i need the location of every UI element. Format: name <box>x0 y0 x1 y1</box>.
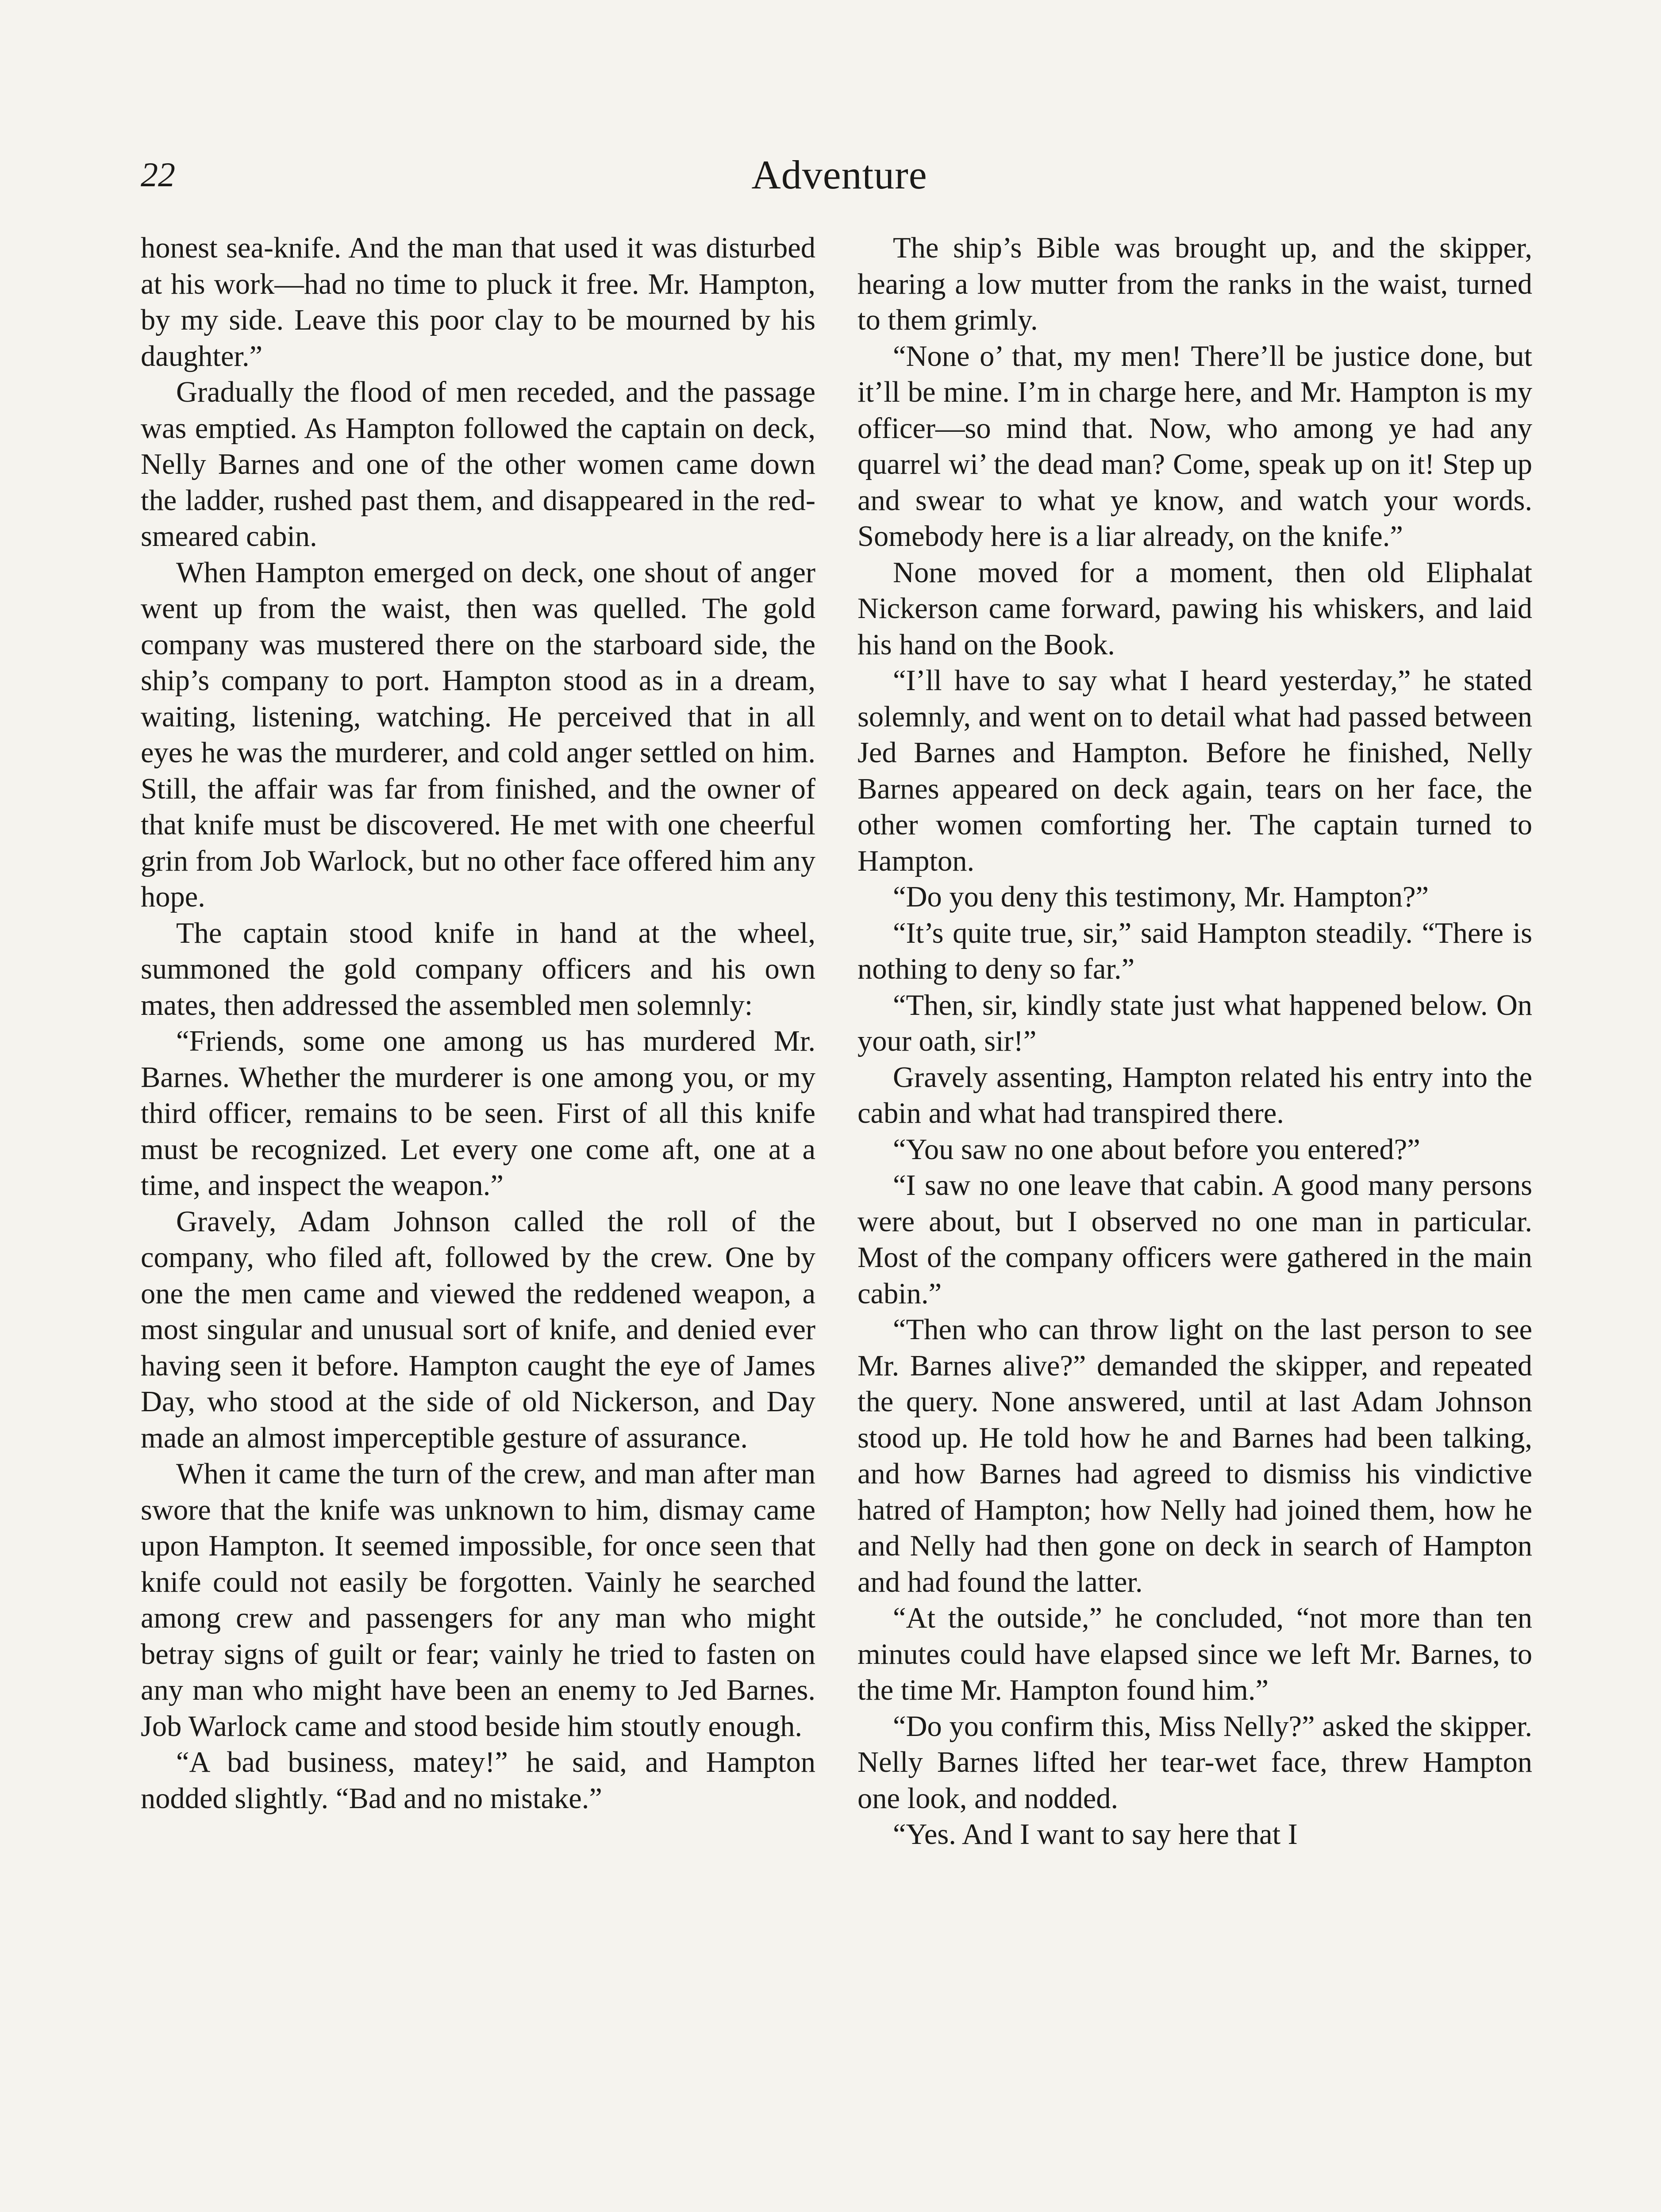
paragraph: “A bad business, matey!” he said, and Hampton nodded slightly. “Bad and no mistake.” <box>141 1746 815 1815</box>
paragraph: Gravely assenting, Hampton related his entry into the cabin and what had transpired there. <box>857 1061 1532 1129</box>
paragraph: “Friends, some one among us has murdered Mr. Barnes. Whether the murderer is one among you, or my third officer, remains to be seen. First of all this knife must be recognized. Let every one come aft, one at a time, and inspect the weapon.” <box>141 1025 815 1202</box>
paragraph: “Then, sir, kindly state just what happened below. On your oath, sir!” <box>857 989 1532 1057</box>
paragraph: None moved for a moment, then old Eliphalat Nickerson came forward, pawing his whiskers, and laid his hand on the Book. <box>857 556 1532 661</box>
paragraph: “At the outside,” he concluded, “not more than ten minutes could have elapsed since we left Mr. Barnes, to the time Mr. Hampton found him.” <box>857 1602 1532 1706</box>
paragraph: “Do you deny this testimony, Mr. Hampton?” <box>893 881 1429 913</box>
paragraph: The ship’s Bible was brought up, and the skipper, hearing a low mutter from the ranks in the waist, turned to them grimly. <box>857 232 1532 336</box>
paragraph: honest sea-knife. And the man that used it was disturbed at his work—had no time to pluck it free. Mr. Hampton, by my side. Leave this poor clay to be mourned by his daughter.” <box>141 232 815 373</box>
right-column <box>857 230 1532 1853</box>
paragraph: Gradually the flood of men receded, and the passage was emptied. As Hampton followed the captain on deck, Nelly Barnes and one of the other women came down the ladder, rushed past them, and disappeared in the red-smeared cabin. <box>141 376 815 553</box>
paragraph: “None o’ that, my men! There’ll be justice done, but it’ll be mine. I’m in charge here, and Mr. Hampton is my officer—so mind that. Now, who among ye had any quarrel wi’ the dead man? Come, speak up on it! Step up and swear to what ye know, and watch your words. Somebody here is a liar already, on the knife.” <box>857 340 1532 553</box>
running-title: Adventure <box>751 152 927 197</box>
paragraph: “Do you confirm this, Miss Nelly?” asked the skipper. Nelly Barnes lifted her tear-wet face, threw Hampton one look, and nodded. <box>857 1710 1532 1815</box>
paragraph: The captain stood knife in hand at the wheel, summoned the gold company officers and his own mates, then addressed the assembled men solemnly: <box>141 917 815 1022</box>
page-header <box>141 146 1538 212</box>
paragraph: When Hampton emerged on deck, one shout of anger went up from the waist, then was quelled. The gold company was mustered there on the starboard side, the ship’s company to port. Hampton stood as in a dream, waiting, listening, watching. He perceived that in all eyes he was the murderer, and cold anger settled on him. Still, the affair was far from finished, and the owner of that knife must be discovered. He met with one cheerful grin from Job Warlock, but no other face offered him any hope. <box>141 556 815 913</box>
paragraph: “I’ll have to say what I heard yesterday,” he stated solemnly, and went on to detail what had passed between Jed Barnes and Hampton. Before he finished, Nelly Barnes appeared on deck again, tears on her face, the other women comforting her. The captain turned to Hampton. <box>857 664 1532 877</box>
paragraph: “It’s quite true, sir,” said Hampton steadily. “There is nothing to deny so far.” <box>857 917 1532 985</box>
left-column <box>141 230 815 1816</box>
paragraph: “Then who can throw light on the last person to see Mr. Barnes alive?” demanded the skipper, and repeated the query. None answered, until at last Adam Johnson stood up. He told how he and Barnes had been talking, and how Barnes had agreed to dismiss his vindictive hatred of Hampton; how Nelly had joined them, how he and Nelly had then gone on deck in search of Hampton and had found the latter. <box>857 1313 1532 1598</box>
page-number: 22 <box>141 155 175 194</box>
paragraph: “I saw no one leave that cabin. A good many persons were about, but I observed no one man in particular. Most of the company officers were gathered in the main cabin.” <box>857 1169 1532 1310</box>
paragraph: Gravely, Adam Johnson called the roll of the company, who filed aft, followed by the crew. One by one the men came and viewed the reddened weapon, a most singular and unusual sort of knife, and denied ever having seen it before. Hampton caught the eye of James Day, who stood at the side of old Nickerson, and Day made an almost imperceptible gesture of assurance. <box>141 1205 815 1454</box>
paragraph: “Yes. And I want to say here that I <box>893 1818 1298 1851</box>
paragraph: “You saw no one about before you entered?” <box>893 1133 1420 1166</box>
paragraph: When it came the turn of the crew, and man after man swore that the knife was unknown to him, dismay came upon Hampton. It seemed impossible, for once seen that knife could not easily be forgotten. Vainly he searched among crew and passengers for any man who might betray signs of guilt or fear; vainly he tried to fasten on any man who might have been an enemy to Jed Barnes. Job Warlock came and stood beside him stoutly enough. <box>141 1458 815 1743</box>
